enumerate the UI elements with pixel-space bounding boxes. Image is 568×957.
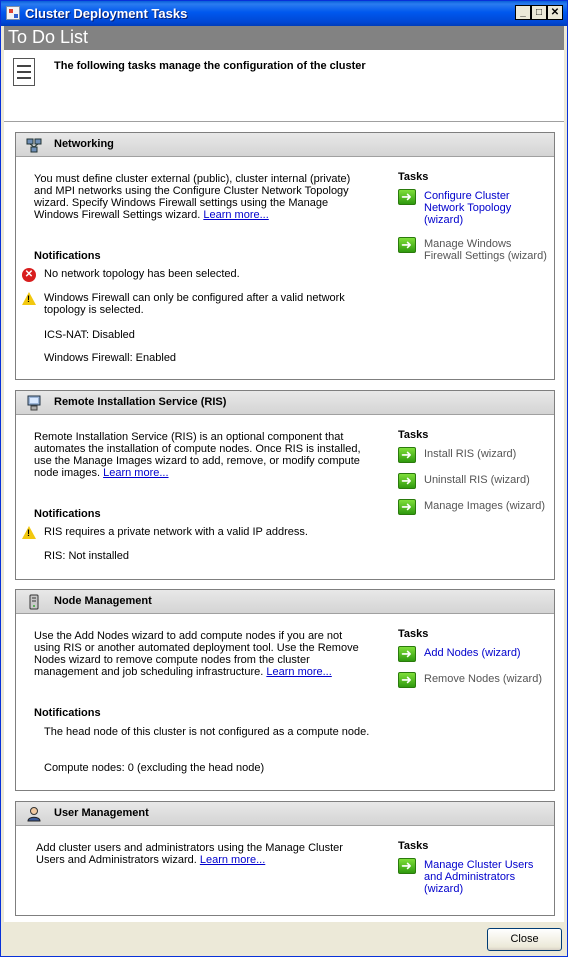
task-uninstall-ris[interactable] <box>398 473 548 491</box>
section-description: Remote Installation Service (RIS) is an optional component that automates the installation of compute nodes. Once RIS is installed, use the Manage Images wizard to add, remove, or modify compute node images. Learn more... <box>34 431 361 479</box>
status-text: Compute nodes: 0 (excluding the head node) <box>44 762 265 774</box>
intro-text: The following tasks manage the configuration of the cluster <box>54 60 366 72</box>
section-header <box>16 391 554 415</box>
section-node-management <box>15 589 555 791</box>
tasks-heading: Tasks <box>398 429 429 441</box>
notifications-heading: Notifications <box>34 508 101 520</box>
notification-text: The head node of this cluster is not configured as a compute node. <box>44 726 370 738</box>
close-icon: ✕ <box>550 7 560 18</box>
task-label[interactable]: Remove Nodes (wizard) <box>424 673 542 685</box>
green-arrow-icon <box>398 189 416 205</box>
learn-more-link[interactable]: Learn more... <box>203 209 269 221</box>
notification-item <box>22 268 352 282</box>
section-description: Add cluster users and administrators using the Manage Cluster Users and Administrators wizard. Learn more... <box>36 842 343 866</box>
green-arrow-icon <box>398 499 416 515</box>
section-header <box>16 133 554 157</box>
tasks-heading: Tasks <box>398 840 429 852</box>
learn-more-link[interactable]: Learn more... <box>266 666 332 678</box>
section-networking <box>15 132 555 380</box>
task-label[interactable]: Uninstall RIS (wizard) <box>424 474 530 486</box>
ris-icon <box>26 395 42 411</box>
task-add-nodes[interactable] <box>398 646 548 664</box>
task-label[interactable]: Configure Cluster Network Topology (wizard) <box>424 190 512 226</box>
section-title: Networking <box>54 138 114 150</box>
maximize-button[interactable] <box>531 5 547 20</box>
status-text: Windows Firewall: Enabled <box>44 352 177 364</box>
minimize-button[interactable] <box>515 5 531 20</box>
warning-icon <box>22 292 36 305</box>
task-label[interactable]: Install RIS (wizard) <box>424 448 517 460</box>
task-manage-images[interactable] <box>398 499 548 525</box>
intro-panel <box>4 50 564 122</box>
section-header <box>16 802 554 826</box>
task-label[interactable]: Manage Images (wizard) <box>424 500 546 512</box>
window-close-button[interactable] <box>547 5 563 20</box>
minimize-icon: _ <box>520 7 526 18</box>
section-title: Remote Installation Service (RIS) <box>54 396 227 408</box>
task-label[interactable]: Manage Windows Firewall Settings (wizard) <box>424 238 547 262</box>
green-arrow-icon <box>398 447 416 463</box>
learn-more-link[interactable]: Learn more... <box>199 854 266 866</box>
user-icon <box>26 806 42 822</box>
node-icon <box>26 594 42 610</box>
maximize-icon: □ <box>535 7 543 18</box>
warning-icon <box>22 526 36 539</box>
notification-text: RIS requires a private network with a valid IP address. <box>44 526 308 538</box>
close-button[interactable] <box>487 928 562 951</box>
tasks-heading: Tasks <box>398 628 429 640</box>
close-button-label: Close <box>510 933 539 945</box>
status-text: RIS: Not installed <box>44 550 129 562</box>
notification-item <box>22 526 352 540</box>
window-title: Cluster Deployment Tasks <box>25 6 188 21</box>
error-icon: ✕ <box>22 268 36 282</box>
task-remove-nodes[interactable] <box>398 672 548 690</box>
notifications-heading: Notifications <box>34 707 101 719</box>
notification-item <box>22 292 352 318</box>
notification-text: Windows Firewall can only be configured after a valid network topology is selected. <box>44 292 345 316</box>
tasks-content <box>4 122 564 922</box>
status-text: ICS-NAT: Disabled <box>44 329 135 341</box>
tasks-heading: Tasks <box>398 171 429 183</box>
learn-more-link[interactable]: Learn more... <box>103 467 169 479</box>
title-bar[interactable] <box>1 1 567 26</box>
section-ris <box>15 390 555 580</box>
section-header <box>16 590 554 614</box>
page-title: To Do List <box>8 27 89 47</box>
green-arrow-icon <box>398 646 416 662</box>
section-description: Use the Add Nodes wizard to add compute nodes if you are not using RIS or another automated deployment tool. Use the Remove Nodes wizard to remove compute nodes from the cluster management and job scheduling infrastructure. Learn more... <box>34 630 359 678</box>
green-arrow-icon <box>398 237 416 253</box>
notification-text: No network topology has been selected. <box>44 268 240 280</box>
section-description: You must define cluster external (public), cluster internal (private) and MPI networks using the Configure Cluster Network Topology wizard. Specify Windows Firewall settings using the Manage Windows Firewall Settings wizard. Learn more... <box>34 173 351 221</box>
task-manage-firewall[interactable] <box>398 237 548 273</box>
app-icon <box>6 6 20 20</box>
todo-header-band <box>4 26 564 50</box>
task-label[interactable]: Add Nodes (wizard) <box>424 647 521 659</box>
green-arrow-icon <box>398 858 416 874</box>
network-icon <box>26 137 42 153</box>
section-title: Node Management <box>54 595 152 607</box>
task-label[interactable]: Manage Cluster Users and Administrators (wizard) <box>424 859 534 895</box>
section-user-management <box>15 801 555 916</box>
task-configure-network-topology[interactable] <box>398 189 548 225</box>
task-install-ris[interactable] <box>398 447 548 465</box>
checklist-icon <box>13 58 35 86</box>
green-arrow-icon <box>398 473 416 489</box>
task-manage-users[interactable] <box>398 858 548 896</box>
notifications-heading: Notifications <box>34 250 101 262</box>
section-title: User Management <box>54 807 149 819</box>
green-arrow-icon <box>398 672 416 688</box>
